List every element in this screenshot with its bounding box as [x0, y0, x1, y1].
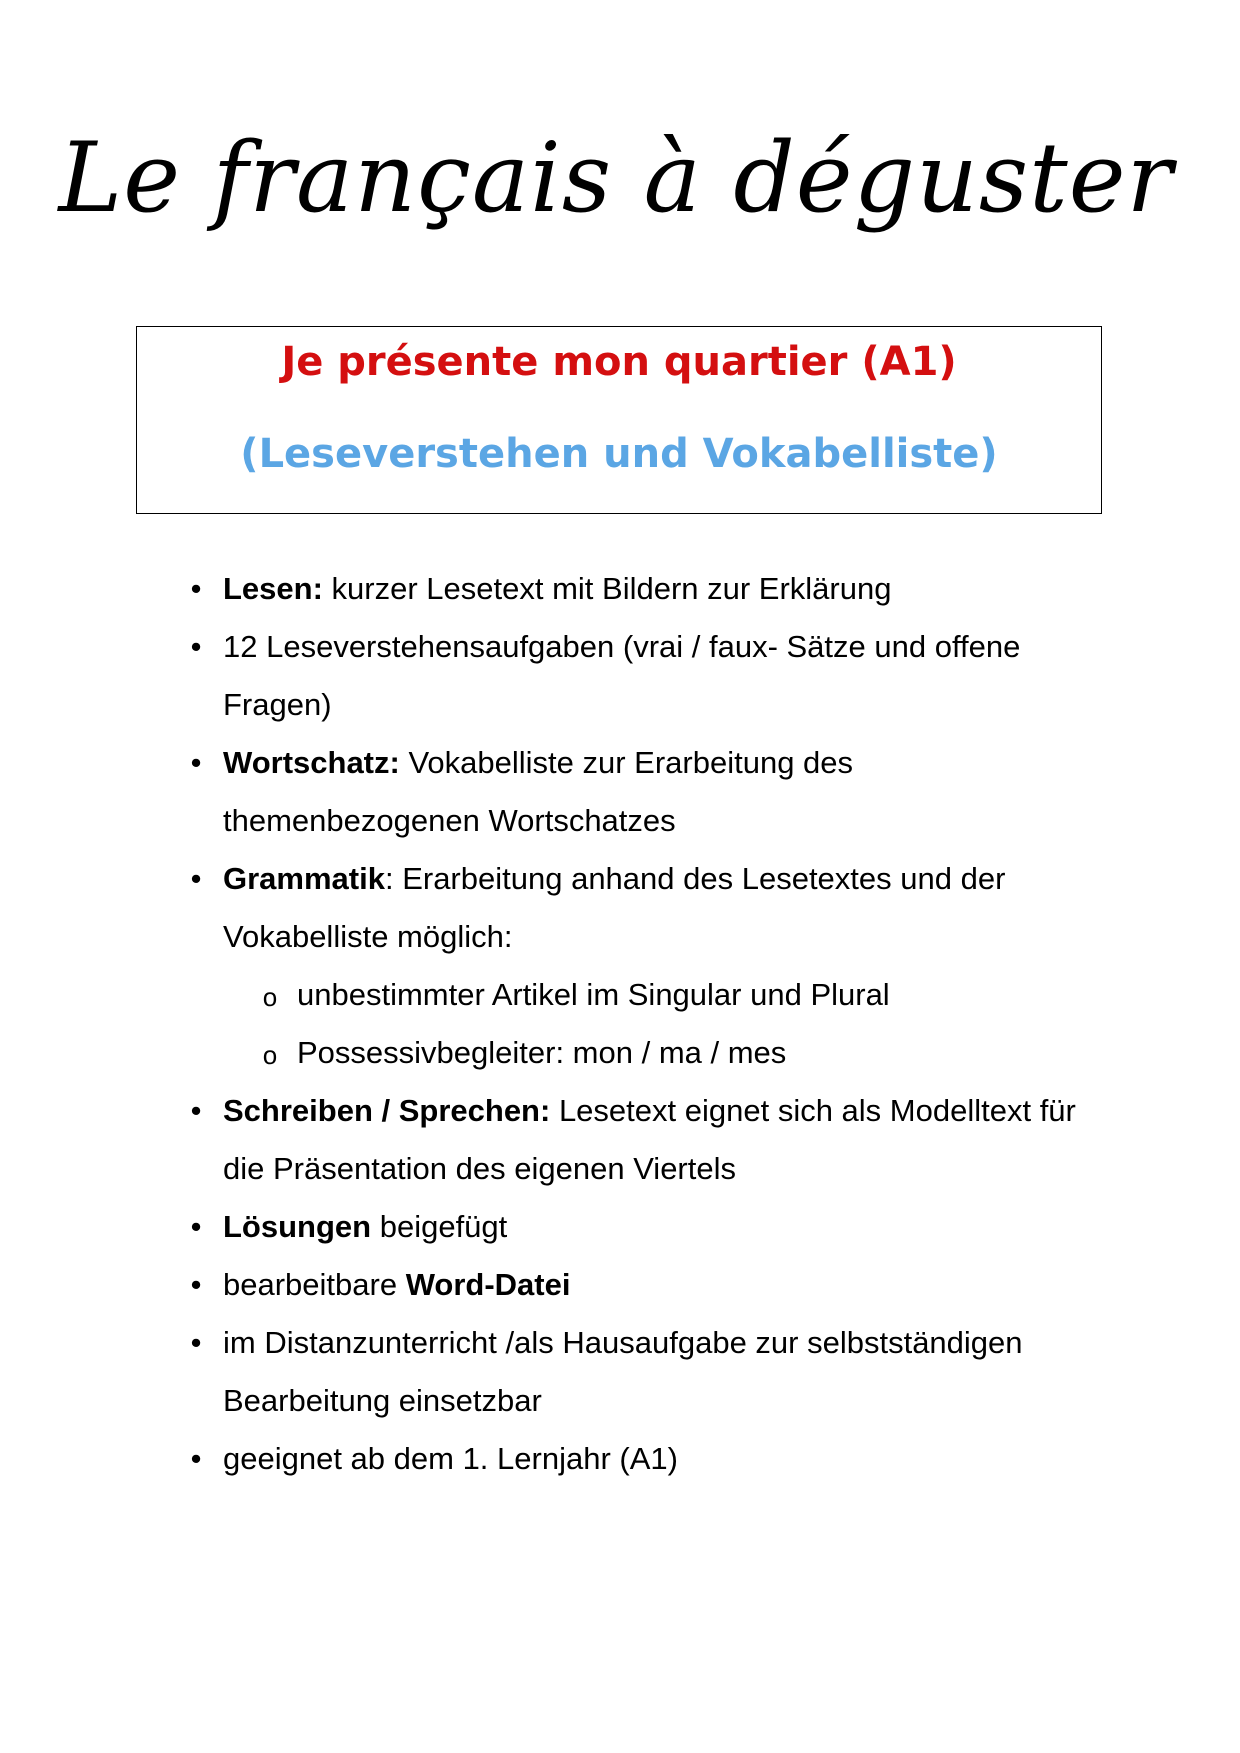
brand-logo: [0, 70, 1240, 310]
document-subtitle: (Leseverstehen und Vokabelliste): [240, 431, 998, 477]
title-box: [136, 326, 1102, 514]
bullet-icon: •: [190, 1209, 202, 1244]
bullet-icon: •: [190, 1093, 202, 1128]
brand-title: Le français à déguster: [58, 122, 1174, 234]
feature-text: Possessivbegleiter: mon / ma / mes: [297, 1035, 787, 1070]
feature-item-loesungen: [0, 1198, 1240, 1256]
feature-label: Grammatik: [223, 861, 385, 896]
feature-subitem-possessiv: [0, 1024, 1240, 1082]
feature-text: 12 Leseverstehensaufgaben (vrai / faux- Sätze und offene Fragen): [223, 629, 1021, 722]
feature-item-lesen: [0, 560, 1240, 618]
bullet-icon: •: [190, 629, 202, 664]
feature-text: Vokabelliste zur Erarbeitung des themenbezogenen Wortschatzes: [223, 745, 854, 838]
feature-label: Schreiben / Sprechen:: [223, 1093, 551, 1128]
feature-text: im Distanzunterricht /als Hausaufgabe zur selbstständigen Bearbeitung einsetzbar: [223, 1325, 1023, 1418]
bullet-icon: •: [190, 1325, 202, 1360]
feature-text: : Erarbeitung anhand des Lesetextes und der Vokabelliste möglich:: [223, 861, 1006, 954]
feature-item-word-datei: [0, 1256, 1240, 1314]
bullet-icon: •: [190, 1267, 202, 1302]
feature-label: Lösungen: [223, 1209, 372, 1244]
feature-list: [0, 560, 1240, 1488]
feature-label: Lesen:: [223, 571, 323, 606]
feature-label: Wortschatz:: [223, 745, 400, 780]
feature-label: Word-Datei: [405, 1267, 571, 1302]
feature-item-leseverstehen: [0, 618, 1240, 734]
feature-subitem-artikel: [0, 966, 1240, 1024]
feature-text: Lesetext eignet sich als Modelltext für die Präsentation des eigenen Viertels: [223, 1093, 1076, 1186]
feature-item-wortschatz: [0, 734, 1240, 850]
sub-bullet-icon: o: [262, 1040, 278, 1070]
feature-text: bearbeitbare: [223, 1267, 406, 1302]
feature-item-schreiben: [0, 1082, 1240, 1198]
sub-bullet-icon: o: [262, 982, 278, 1012]
bullet-icon: •: [190, 745, 202, 780]
feature-text: kurzer Lesetext mit Bildern zur Erklärung: [322, 571, 892, 606]
feature-text: geeignet ab dem 1. Lernjahr (A1): [223, 1441, 678, 1476]
bullet-icon: •: [190, 571, 202, 606]
feature-text: unbestimmter Artikel im Singular und Plural: [297, 977, 890, 1012]
feature-item-lernjahr: [0, 1430, 1240, 1488]
feature-item-grammatik: [0, 850, 1240, 966]
feature-text: beigefügt: [371, 1209, 508, 1244]
feature-item-distanz: [0, 1314, 1240, 1430]
document-title: Je présente mon quartier (A1): [281, 339, 957, 385]
bullet-icon: •: [190, 861, 202, 896]
bullet-icon: •: [190, 1441, 202, 1476]
